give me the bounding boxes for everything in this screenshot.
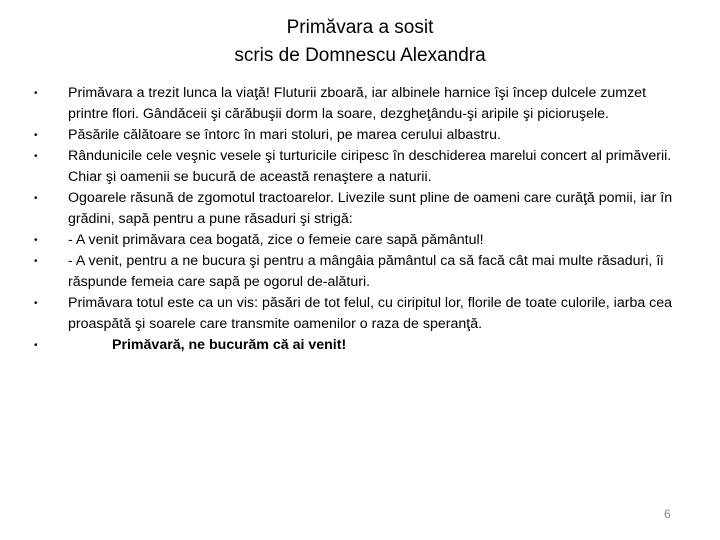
bullet-item <box>34 251 674 293</box>
bullet-icon: • <box>34 256 38 267</box>
bullet-item <box>34 146 674 188</box>
bullet-item <box>34 125 674 146</box>
title-line-2: scris de Domnescu Alexandra <box>234 45 486 66</box>
bullet-text: Ogoarele răsună de zgomotul tractoarelor. Livezile sunt pline de oameni care curăţă pomii, iar în grădini, sapă pentru a pune răsaduri şi strigă: <box>68 190 673 227</box>
bullet-item <box>34 293 674 335</box>
bullet-icon: • <box>34 298 38 309</box>
bullet-item <box>34 188 674 230</box>
bullet-icon: • <box>34 235 38 246</box>
closing-line: Primăvară, ne bucurăm că ai venit! <box>112 337 347 353</box>
bullet-text: Primăvara totul este ca un vis: păsări de tot felul, cu ciripitul lor, florile de toate culorile, iarba cea proaspătă şi soarele care transmite oamenilor o raza de speranţă. <box>68 295 673 332</box>
bullet-icon: • <box>34 151 38 162</box>
bullet-text: Primăvara a trezit lunca la viaţă! Fluturii zboară, iar albinele harnice îşi încep dulcele zumzet printre flori. Gândăceii şi cărăbuşii dorm la soare, dezgheţându-şi aripile şi picioruşele. <box>68 85 647 122</box>
bullet-icon: • <box>34 193 38 204</box>
bullet-text: Rândunicile cele veşnic vesele şi turturicile ciripesc în deschiderea marelui concert al primăverii. Chiar şi oamenii se bucură de această renaştere a naturii. <box>68 148 672 185</box>
bullet-list <box>34 83 674 356</box>
page-number: 6 <box>664 507 671 521</box>
bullet-item <box>34 83 674 125</box>
slide-title <box>0 14 720 70</box>
bullet-icon: • <box>34 130 38 141</box>
bullet-icon: • <box>34 340 38 351</box>
bullet-item <box>34 230 674 251</box>
bullet-text: - A venit primăvara cea bogată, zice o femeie care sapă pământul! <box>68 232 484 248</box>
bullet-item-closing <box>34 335 674 356</box>
bullet-text: - A venit, pentru a ne bucura şi pentru a mângâia pământul ca să facă cât mai multe răsaduri, îi răspunde femeia care sapă pe ogorul de-alături. <box>68 253 664 290</box>
title-line-1: Primăvara a sosit <box>286 17 434 38</box>
bullet-text: Păsările călătoare se întorc în mari stoluri, pe marea cerului albastru. <box>68 127 501 143</box>
bullet-icon: • <box>34 88 38 99</box>
